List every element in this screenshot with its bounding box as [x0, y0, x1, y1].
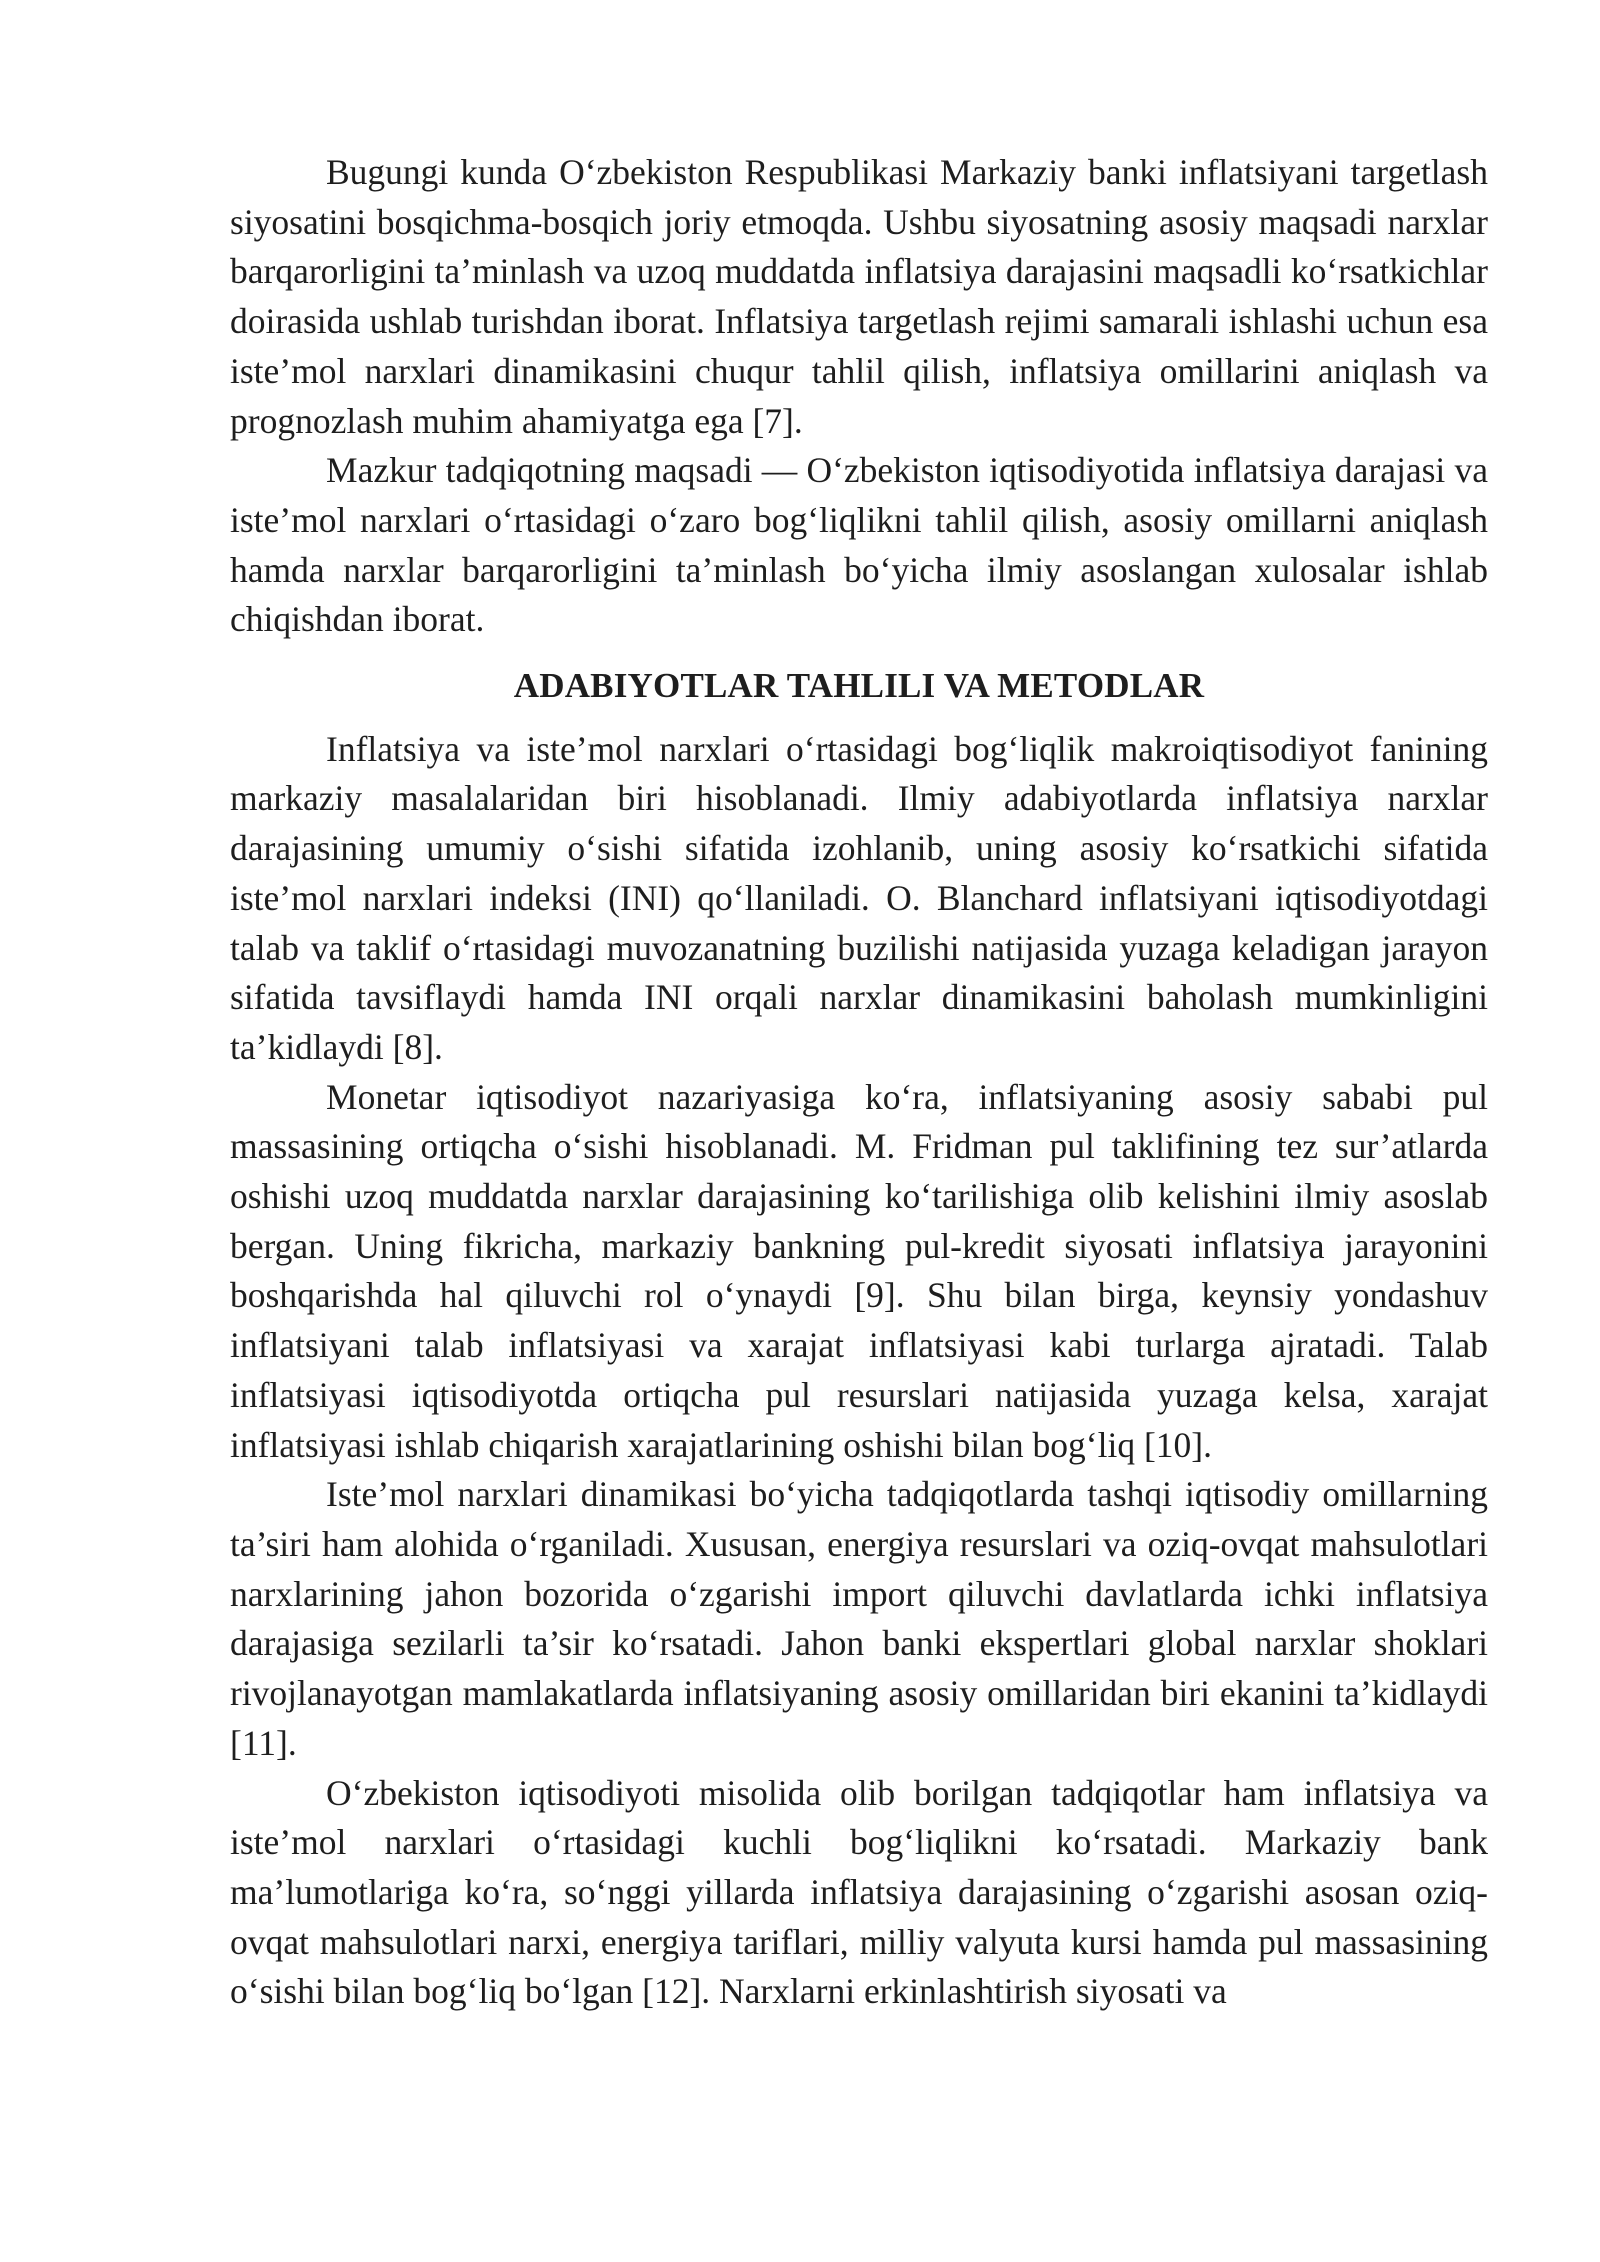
paragraph-intro-1: Bugungi kunda O‘zbekiston Respublikasi Markaziy banki inflatsiyani targetlash siyosatini bosqichma-bosqich joriy etmoqda. Ushbu siyosatning asosiy maqsadi narxlar barqarorligini ta’minlash va uzoq muddatda inflatsiya darajasini maqsadli ko‘rsatkichlar doirasida ushlab turishdan iborat. Inflatsiya targetlash rejimi samarali ishlashi uchun esa iste’mol narxlari dinamikasini chuqur tahlil qilish, inflatsiya omillarini aniqlash va prognozlash muhim ahamiyatga ega [7].: [230, 152, 1488, 441]
paragraph-review-3: Iste’mol narxlari dinamikasi bo‘yicha tadqiqotlarda tashqi iqtisodiy omillarning ta’siri ham alohida o‘rganiladi. Xususan, energiya resurslari va oziq-ovqat mahsulotlari narxlarining jahon bozorida o‘zgarishi import qiluvchi davlatlarda ichki inflatsiya darajasiga sezilarli ta’sir ko‘rsatadi. Jahon banki ekspertlari global narxlar shoklari rivojlanayotgan mamlakatlarda inflatsiyaning asosiy omillaridan biri ekanini ta’kidlaydi [11].: [230, 1474, 1488, 1763]
section-heading: ADABIYOTLAR TAHLILI VA METODLAR: [513, 666, 1205, 706]
paragraph-review-4: O‘zbekiston iqtisodiyoti misolida olib borilgan tadqiqotlar ham inflatsiya va iste’mol narxlari o‘rtasidagi kuchli bog‘liqlikni ko‘rsatadi. Markaziy bank ma’lumotlariga ko‘ra, so‘nggi yillarda inflatsiya darajasining o‘zgarishi asosan oziq-ovqat mahsulotlari narxi, energiya tariflari, milliy valyuta kursi hamda pul massasining o‘sishi bilan bog‘liq bo‘lgan [12]. Narxlarni erkinlashtirish siyosati va: [230, 1772, 1488, 2012]
document-page: [230, 148, 1488, 2017]
paragraph-intro-2: Mazkur tadqiqotning maqsadi — O‘zbekiston iqtisodiyotida inflatsiya darajasi va iste’mol narxlari o‘rtasidagi o‘zaro bog‘liqlikni tahlil qilish, asosiy omillarni aniqlash hamda narxlar barqarorligini ta’minlash bo‘yicha ilmiy asoslangan xulosalar ishlab chiqishdan iborat.: [230, 450, 1488, 640]
paragraph-review-2: Monetar iqtisodiyot nazariyasiga ko‘ra, inflatsiyaning asosiy sababi pul massasining ortiqcha o‘sishi hisoblanadi. M. Fridman pul taklifining tez sur’atlarda oshishi uzoq muddatda narxlar darajasining ko‘tarilishiga olib kelishini ilmiy asoslab bergan. Uning fikricha, markaziy bankning pul-kredit siyosati inflatsiya jarayonini boshqarishda hal qiluvchi rol o‘ynaydi [9]. Shu bilan birga, keynsiy yondashuv inflatsiyani talab inflatsiyasi va xarajat inflatsiyasi kabi turlarga ajratadi. Talab inflatsiyasi iqtisodiyotda ortiqcha pul resurslari natijasida yuzaga kelsa, xarajat inflatsiyasi ishlab chiqarish xarajatlarining oshishi bilan bog‘liq [10].: [230, 1076, 1488, 1465]
paragraph-review-1: Inflatsiya va iste’mol narxlari o‘rtasidagi bog‘liqlik makroiqtisodiyot fanining markaziy masalalaridan biri hisoblanadi. Ilmiy adabiyotlarda inflatsiya narxlar darajasining umumiy o‘sishi sifatida izohlanib, uning asosiy ko‘rsatkichi sifatida iste’mol narxlari indeksi (INI) qo‘llaniladi. O. Blanchard inflatsiyani iqtisodiyotdagi talab va taklif o‘rtasidagi muvozanatning buzilishi natijasida yuzaga keladigan jarayon sifatida tavsiflaydi hamda INI orqali narxlar dinamikasini baholash mumkinligini ta’kidlaydi [8].: [230, 728, 1488, 1067]
